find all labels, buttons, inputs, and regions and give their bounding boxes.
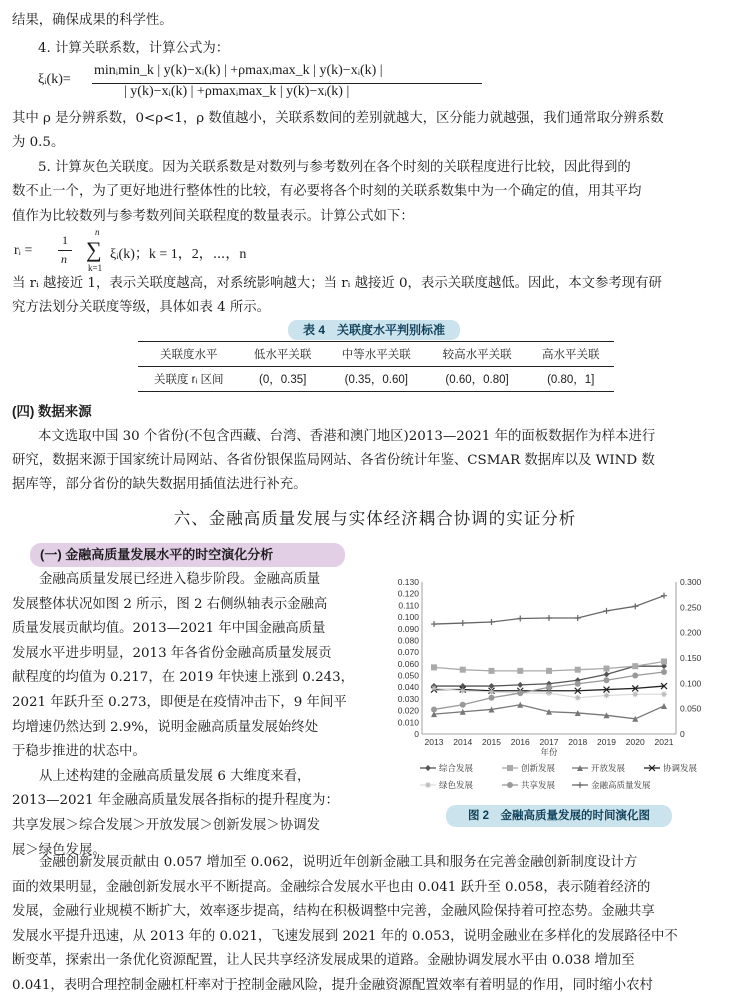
table-4 [138,341,614,392]
formula-denominator: | y(k)−xᵢ(k) | +ρmaxᵢmax_k | y(k)−xᵢ(k) | [124,84,350,99]
left-tick-label: 0.130 [397,577,419,587]
legend-swatch-marker [507,782,513,788]
x-tick-label: 2013 [424,737,444,747]
left-tick-label: 0.010 [397,717,419,728]
sum-upper-limit: n [95,227,100,237]
right-tick-label: 0.250 [680,602,702,613]
series-point-6 [431,621,437,627]
text-line: 研究，数据来源于国家统计局网站、各省份银保监局网站、各省份统计年鉴、CSMAR 数据库以及 WIND 数 [12,453,655,468]
table-header-cell: 关联度水平 [159,349,218,361]
section-heading: (四) 数据来源 [12,404,92,419]
text-line: 2021 年跃升至 0.273，即便是在疫情冲击下，9 年间平 [12,694,347,710]
table-header-cell: 较高水平关联 [442,349,512,361]
text-line: 其中 ρ 是分辨系数，0<ρ<1，ρ 数值越小，关联系数间的差别就越大，区分能力就越强，我们通常取分辨系数 [12,111,664,126]
text-line: 金融高质量发展已经进入稳步阶段。金融高质量 [39,572,321,587]
fraction-bar [58,250,72,251]
right-tick-label: 0.200 [680,627,702,638]
right-tick-label: 0 [680,729,685,739]
text-line: 金融创新发展贡献由 0.057 增加至 0.062，说明近年创新金融工具和服务在完善金融创新制度设计方 [39,855,638,870]
x-tick-label: 2018 [568,737,588,747]
legend-label: 绿色发展 [439,780,474,790]
series-point-1 [661,659,667,665]
series-point-0 [604,671,610,677]
legend-label: 综合发展 [439,763,474,773]
text-line: 发展水平进步明显，2013 年各省份金融高质量发展贡 [12,645,332,661]
series-point-6 [575,615,581,621]
legend-label: 开放发展 [591,763,626,773]
series-point-0 [517,682,523,688]
series-point-4 [575,695,581,701]
chapter-heading: 六、金融高质量发展与实体经济耦合协调的实证分析 [173,509,577,528]
series-point-5 [460,702,466,708]
series-point-2 [661,703,667,709]
text-line: 5. 计算灰色关联度。因为关联系数是对数列与参考数列在各个时刻的关联程度进行比较，因此得到的 [38,160,631,175]
formula-numerator: minᵢmin_k | y(k)−xᵢ(k) | +ρmaxᵢmax_k | y(k)−xᵢ(k) | [94,63,383,78]
series-point-5 [431,706,437,712]
text-line: 展＞绿色发展。 [12,842,106,858]
series-point-1 [575,667,581,673]
text-line: 发展水平提升迅速，从 2013 年的 0.021，飞速发展到 2021 年的 0.053，说明金融业在多样化的发展路径中不 [12,928,678,944]
text-line: 结果，确保成果的科学性。 [12,13,173,28]
text-line: 究方法划分关联度等级，具体如表 4 所示。 [12,300,271,315]
right-tick-label: 0.150 [680,653,702,663]
formula-lhs: ξᵢ(k)= [38,72,71,87]
series-point-5 [546,684,552,690]
series-point-5 [604,677,610,683]
text-line: 发展整体状况如图 2 所示，图 2 右侧纵轴表示金融高 [12,596,328,612]
table-header-cell: 高水平关联 [541,349,600,361]
figure-2-line-chart [384,570,744,800]
text-line: 当 rᵢ 越接近 1，表示关联度越高，对系统影响越大；当 rᵢ 越接近 0，表示关联度越低。因此，本文参考现有研 [12,276,662,291]
left-tick-label: 0.020 [397,705,419,716]
text-line: 0.041，表明合理控制金融杠杆率对于控制金融风险，提升金融资源配置效率有着明显的作用，同时缩小农村 [12,977,653,993]
x-tick-label: 2014 [453,737,473,747]
bottom-paragraph [12,851,742,999]
table-cell: (0.60，0.80] [445,374,509,386]
text-line: 值作为比较数列与参考数列间关联程度的数量表示。计算公式如下： [12,209,414,224]
table-caption: 表 4 关联度水平判别标准 [288,320,460,340]
table-header-cell: 中等水平关联 [341,349,411,361]
series-point-6 [546,615,552,621]
text-line: 为 0.5。 [12,135,65,150]
left-tick-label: 0.050 [397,670,419,681]
text-line: 数不止一个，为了更好地进行整体性的比较，有必要将各个时刻的关联系数集中为一个确定的值，用其平均 [12,184,642,199]
table-header-cell: 低水平关联 [253,349,312,361]
series-point-1 [604,666,610,672]
text-line: 质量发展贡献均值。2013—2021 年中国金融高质量 [12,621,326,637]
table-cell: 关联度 rᵢ 区间 [153,374,224,386]
frac-denominator: n [61,252,67,266]
right-tick-label: 0.050 [680,703,702,714]
series-point-5 [575,681,581,687]
series-point-5 [632,673,638,679]
text-line: 均增速仍然达到 2.9%，说明金融高质量发展始终处 [12,719,319,735]
legend-label: 创新发展 [521,763,556,773]
legend-label: 共享发展 [521,780,556,790]
x-tick-label: 2015 [482,737,501,747]
subsection-heading: (一) 金融高质量发展水平的时空演化分析 [30,543,345,567]
formula-rest: ξᵢ(k)；k = 1，2，⋯，n [110,247,247,262]
text-line: 共享发展＞综合发展＞开放发展＞创新发展＞协调发 [12,817,320,833]
table-header-row [138,342,614,367]
text-line: 面的效果明显，金融创新发展水平不断提高。金融综合发展水平也由 0.041 跃升至 0.058，表示随着经济的 [12,879,651,895]
right-tick-label: 0.100 [680,678,702,689]
series-point-6 [632,603,638,609]
series-point-1 [546,668,552,674]
series-point-6 [517,615,523,621]
series-point-1 [460,667,466,673]
x-tick-label: 2019 [597,737,616,747]
legend-swatch-marker [577,782,583,788]
text-line: 献程度的均值为 0.217，在 2019 年快速上涨到 0.243， [12,670,355,686]
legend-swatch-marker [425,782,431,788]
series-point-4 [460,688,466,694]
series-point-6 [604,608,610,614]
text-line: 本文选取中国 30 个省份(不包含西藏、台湾、香港和澳门地区)2013—2021 年的面板数据作为样本进行 [38,429,656,444]
legend-swatch-marker [425,765,431,771]
formula-correlation-coefficient [38,63,478,103]
text-line: 从上述构建的金融高质量发展 6 大维度来看， [39,768,311,784]
text-line: 2013—2021 年金融高质量发展各指标的提升程度为： [12,793,339,809]
series-point-1 [431,664,437,670]
left-tick-label: 0.090 [397,623,419,634]
text-line: 发展，金融行业规模不断扩大，效率逐步提高，结构在积极调整中完善，金融风险保持着可控态势。金融共享 [12,904,655,920]
legend-swatch-marker [507,765,513,771]
x-tick-label: 2017 [539,737,559,747]
table-cell: (0，0.35] [259,374,307,386]
left-tick-label: 0.030 [397,693,419,704]
series-point-6 [489,619,495,625]
left-tick-label: 0 [414,729,419,739]
series-point-1 [489,668,495,674]
x-axis-label: 年份 [540,747,558,757]
legend-label: 金融高质量发展 [591,780,651,790]
x-tick-label: 2016 [510,737,530,747]
series-point-4 [632,691,638,697]
series-point-5 [661,669,667,675]
formula-grey-relational-degree [14,229,314,277]
series-point-4 [489,689,495,695]
right-tick-label: 0.300 [680,577,702,587]
left-tick-label: 0.100 [397,612,419,623]
x-tick-label: 2021 [654,737,674,747]
series-point-1 [517,668,523,674]
left-tick-label: 0.070 [397,647,419,658]
x-tick-label: 2020 [625,737,645,747]
text-line: 4. 计算关联系数，计算公式为： [38,41,230,56]
figure-caption: 图 2 金融高质量发展的时间演化图 [446,805,672,827]
series-point-6 [460,620,466,626]
series-point-5 [489,695,495,701]
table-cell: (0.35，0.60] [344,374,408,386]
series-point-1 [632,663,638,669]
text-line: 于稳步推进的状态中。 [12,744,146,760]
series-point-5 [517,690,523,696]
left-tick-label: 0.080 [397,635,419,646]
legend-label: 协调发展 [663,763,698,773]
left-column-text [12,568,382,863]
frac-numerator: 1 [62,233,68,247]
formula-lhs: rᵢ = [14,243,33,258]
sum-lower-limit: k=1 [88,263,103,273]
left-tick-label: 0.110 [398,600,419,611]
series-point-6 [661,593,667,599]
sigma-symbol: ∑ [86,237,102,262]
series-point-4 [661,691,667,697]
left-tick-label: 0.120 [397,588,419,599]
series-point-4 [604,692,610,698]
table-cell: (0.80，1] [547,374,595,386]
text-line: 据库等，部分省份的缺失数据用插值法进行补充。 [12,477,307,492]
text-line: 断变革，探索出一条优化资源配置，让人民共享经济发展成果的道路。金融协调发展水平由 0.038 增加至 [12,953,635,969]
table-row [138,367,614,392]
left-tick-label: 0.060 [397,658,419,669]
left-tick-label: 0.040 [397,682,419,693]
